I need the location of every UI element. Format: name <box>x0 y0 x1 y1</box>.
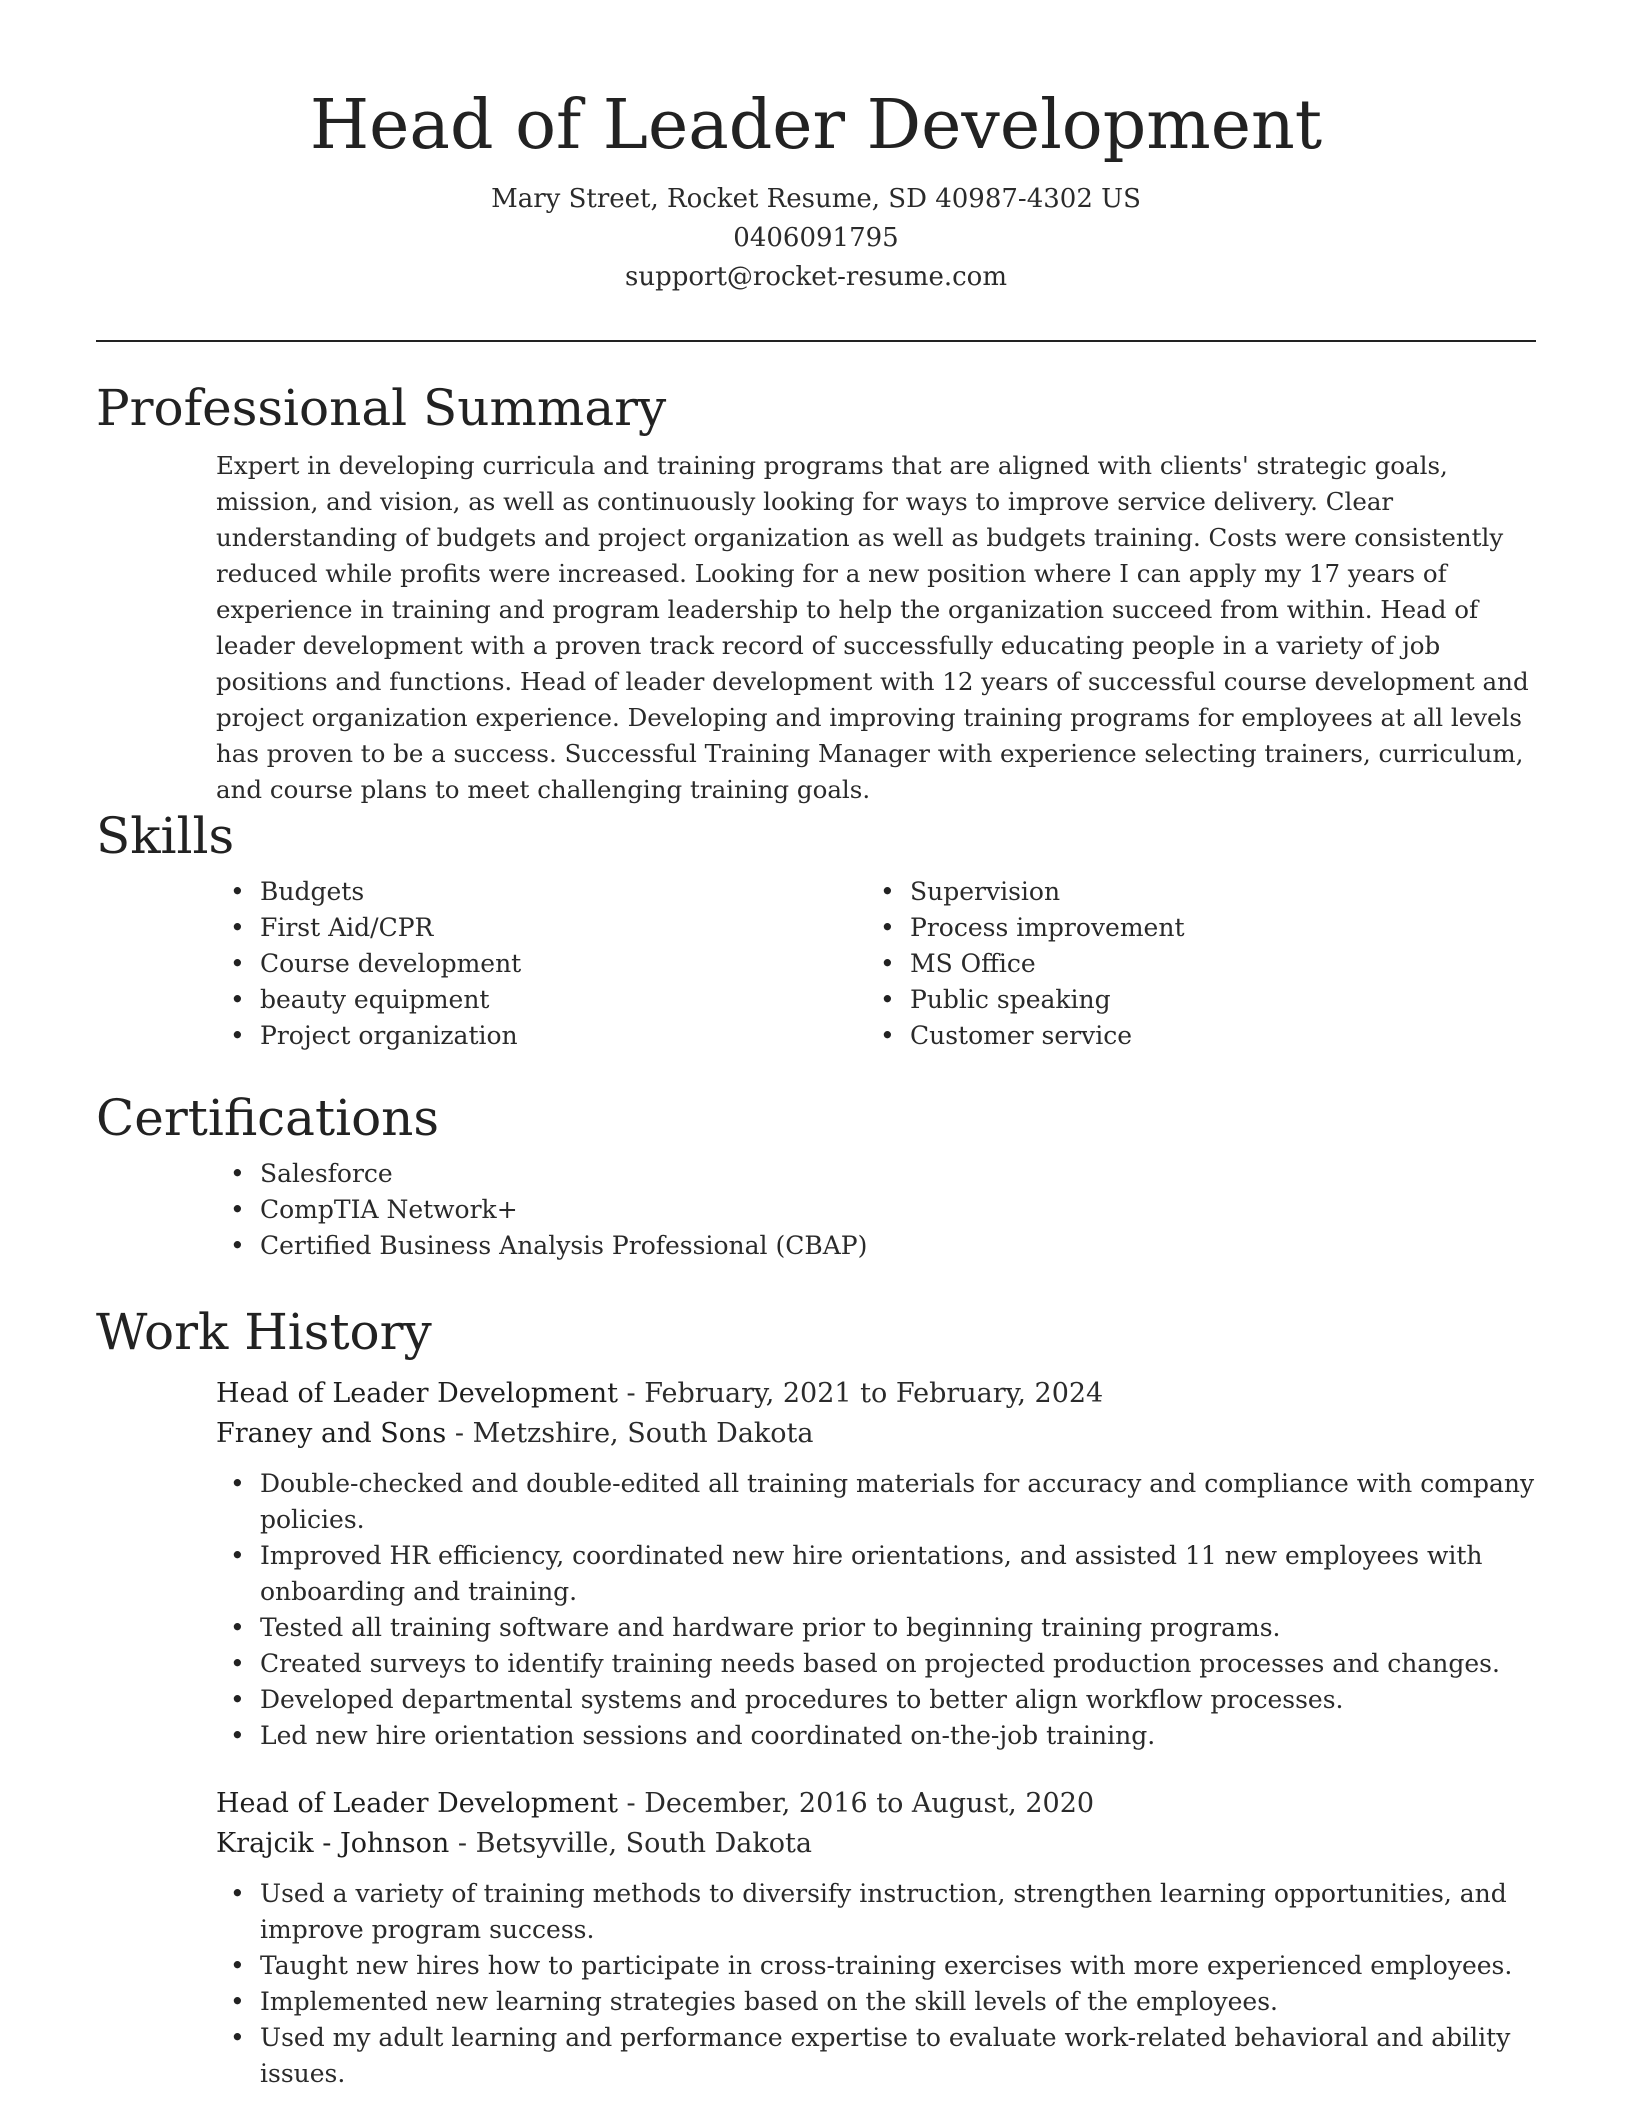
skills-list-right <box>866 874 1516 1054</box>
job-role: Head of Leader Development <box>216 1788 618 1819</box>
job-bullet: • Used my adult learning and performance expertise to evaluate work-related behavioral and ability issues. <box>216 2020 1536 2092</box>
work-history-section <box>96 1302 1536 2092</box>
job-company-line <box>216 1414 1536 1454</box>
contact-phone: 0406091795 <box>733 223 899 253</box>
section-title-summary: Professional Summary <box>96 379 667 437</box>
skills-list-left <box>216 874 866 1054</box>
certification-item: • Salesforce <box>216 1156 1536 1192</box>
job-title-line <box>216 1784 1536 1824</box>
skill-item: • First Aid/CPR <box>216 910 866 946</box>
job-company-line <box>216 1824 1536 1864</box>
section-title-skills: Skills <box>96 807 235 865</box>
skill-item: • beauty equipment <box>216 982 866 1018</box>
contact-address: Mary Street, Rocket Resume, SD 40987-4302 US <box>491 184 1141 214</box>
header-divider <box>96 340 1536 342</box>
summary-text: Expert in developing curricula and training programs that are aligned with clients' strategic goals, mission, and vision, as well as continuously looking for ways to improve service delivery. Clear understanding of budgets and project organization as well as budgets training. Costs were consistently reduced while profits were increased. Looking for a new position where I can apply my 17 years of experience in training and program leadership to help the organization succeed from within. Head of leader development with a proven track record of successfully educating people in a variety of job positions and functions. Head of leader development with 12 years of successful course development and project organization experience. Developing and improving training programs for employees at all levels has proven to be a success. Successful Training Manager with experience selecting trainers, curriculum, and course plans to meet challenging training goals. <box>216 451 1529 804</box>
job-role: Head of Leader Development <box>216 1378 618 1409</box>
job-dates: - February, 2021 to February, 2024 <box>617 1378 1104 1409</box>
job-entry <box>216 1784 1536 2092</box>
job-dates: - December, 2016 to August, 2020 <box>617 1788 1095 1819</box>
certifications-list <box>216 1156 1536 1264</box>
skill-item: • Supervision <box>866 874 1516 910</box>
job-location: - Metzshire, South Dakota <box>446 1418 814 1449</box>
skill-item: • Public speaking <box>866 982 1516 1018</box>
contact-email: support@rocket-resume.com <box>624 262 1007 292</box>
job-company: Krajcik - Johnson <box>216 1828 450 1859</box>
job-bullet: • Improved HR efficiency, coordinated new hire orientations, and assisted 11 new employees with onboarding and training. <box>216 1538 1536 1610</box>
job-bullet: • Developed departmental systems and procedures to better align workflow processes. <box>216 1682 1536 1718</box>
skill-item: • MS Office <box>866 946 1516 982</box>
certifications-section <box>96 1088 1536 1264</box>
job-bullet: • Double-checked and double-edited all training materials for accuracy and compliance with company policies. <box>216 1466 1536 1538</box>
skill-item: • Process improvement <box>866 910 1516 946</box>
job-bullet: • Tested all training software and hardware prior to beginning training programs. <box>216 1610 1536 1646</box>
skills-section <box>96 806 1536 1054</box>
job-bullet: • Used a variety of training methods to diversify instruction, strengthen learning opportunities, and improve program success. <box>216 1876 1536 1948</box>
job-title-line <box>216 1374 1536 1414</box>
certification-item: • CompTIA Network+ <box>216 1192 1536 1228</box>
job-bullet: • Taught new hires how to participate in cross-training exercises with more experienced employees. <box>216 1948 1536 1984</box>
job-entry <box>216 1374 1536 1754</box>
section-title-certifications: Certifications <box>96 1089 440 1147</box>
professional-summary-section <box>96 378 1536 808</box>
job-location: - Betsyville, South Dakota <box>449 1828 812 1859</box>
job-bullet: • Led new hire orientation sessions and coordinated on-the-job training. <box>216 1718 1536 1754</box>
job-bullet-list <box>216 1466 1536 1754</box>
skill-item: • Project organization <box>216 1018 866 1054</box>
skill-item: • Budgets <box>216 874 866 910</box>
resume-header <box>0 0 1632 297</box>
skills-grid <box>216 874 1536 1054</box>
job-bullet: • Implemented new learning strategies based on the skill levels of the employees. <box>216 1984 1536 2020</box>
skill-item: • Customer service <box>866 1018 1516 1054</box>
job-bullet-list <box>216 1876 1536 2092</box>
section-title-work-history: Work History <box>96 1303 432 1361</box>
resume-name: Head of Leader Development <box>309 86 1323 165</box>
certification-item: • Certified Business Analysis Professional (CBAP) <box>216 1228 1536 1264</box>
job-company: Franey and Sons <box>216 1418 447 1449</box>
contact-block <box>0 180 1632 297</box>
job-bullet: • Created surveys to identify training needs based on projected production processes and changes. <box>216 1646 1536 1682</box>
skill-item: • Course development <box>216 946 866 982</box>
